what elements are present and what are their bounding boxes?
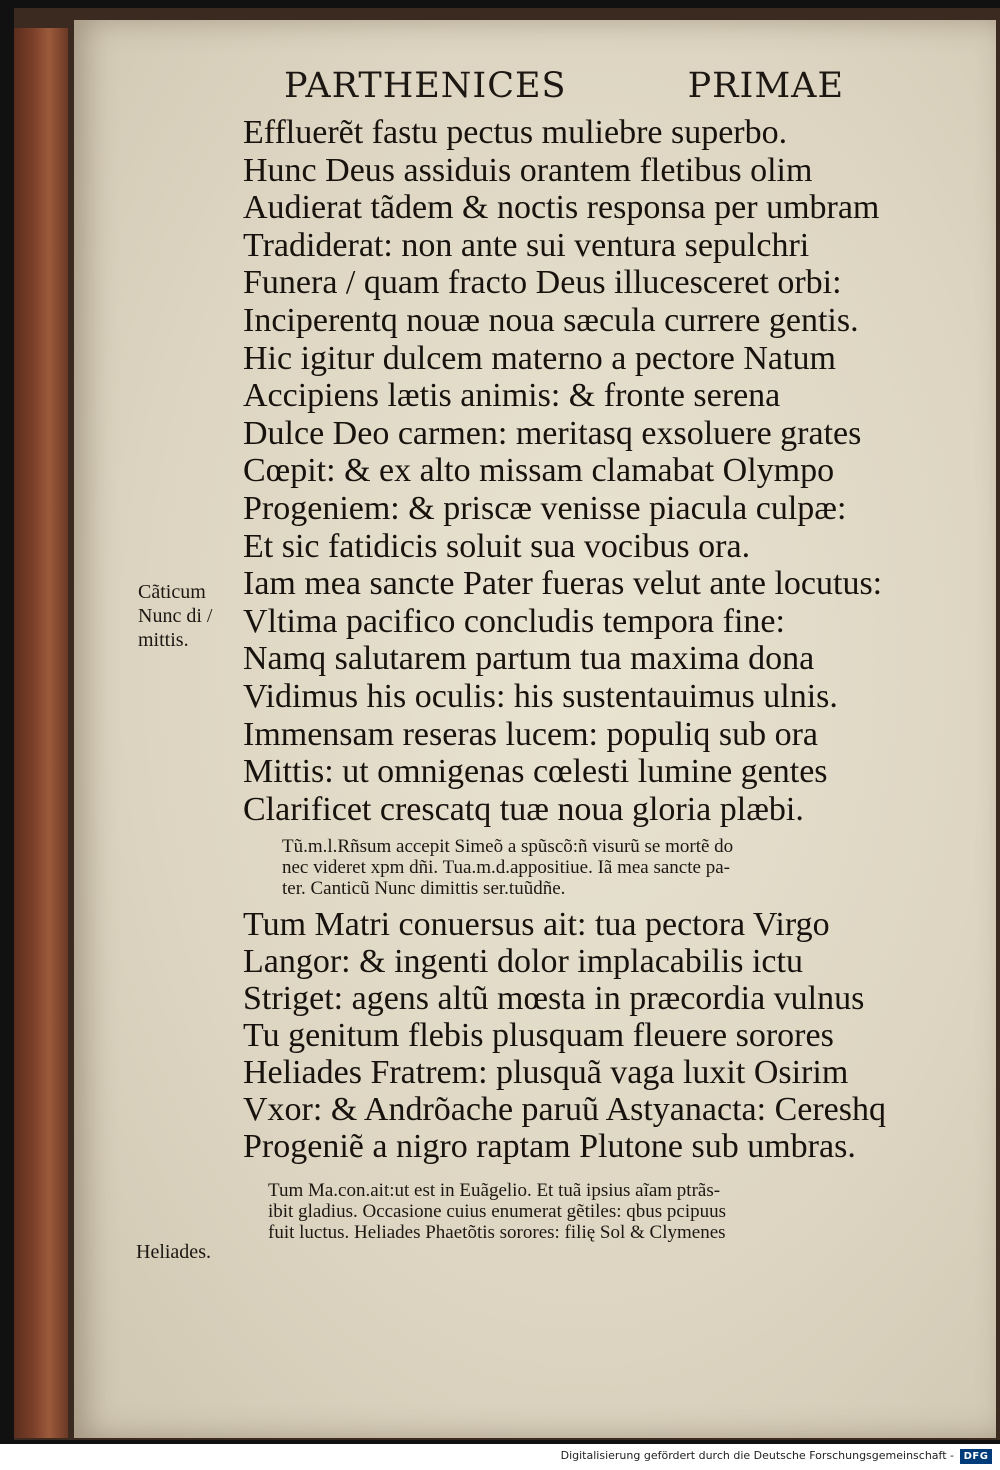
- commentary-line: Tũ.m.l.Rñsum accepit Simeõ a spũscõ:ñ visurũ se mortẽ do: [282, 836, 734, 857]
- verse-line: Tradiderat: non ante sui ventura sepulchri: [243, 226, 810, 264]
- verse-line: Progeniẽ a nigro raptam Plutone sub umbras.: [243, 1128, 856, 1165]
- running-header-right: PRIMAE: [687, 66, 844, 106]
- verse-line: Dulce Deo carmen: meritasq exsoluere grates: [243, 414, 862, 452]
- dfg-logo: DFG: [960, 1449, 992, 1464]
- book-page-edges: [14, 28, 68, 1438]
- verse-line: Funera / quam fracto Deus illucesceret orbi:: [243, 264, 842, 302]
- verse-line: Immensam reseras lucem: populiq sub ora: [243, 715, 819, 753]
- verse-line: Clarificet crescatq tuæ noua gloria plæbi.: [243, 790, 804, 828]
- verse-line: Vxor: & Andrõache paruũ Astyanacta: Cereshq: [243, 1091, 886, 1128]
- verse-line: Accipiens lætis animis: & fronte serena: [243, 377, 781, 415]
- verse-line: Hunc Deus assiduis orantem fletibus olim: [243, 151, 813, 189]
- verse-line: Vltima pacifico concludis tempora fine:: [243, 602, 785, 640]
- verse-line: Effluerẽt fastu pectus muliebre superbo.: [243, 114, 788, 151]
- commentary-line: Tum Ma.con.ait:ut est in Euãgelio. Et tuã ipsius aĩam ptrãs-: [268, 1180, 721, 1201]
- footer-credit: Digitalisierung gefördert durch die Deutsche Forschungsgemeinschaft -: [560, 1449, 954, 1462]
- commentary-block-1: [282, 836, 952, 899]
- verse-line: Namq salutarem partum tua maxima dona: [243, 640, 815, 678]
- commentary-block-2: [268, 1180, 938, 1243]
- commentary-line: fuit luctus. Heliades Phaetõtis sorores: filię Sol & Clymenes: [268, 1222, 726, 1243]
- verse-line: Striget: agens altũ mœsta in præcordia vulnus: [243, 980, 865, 1017]
- verse-line: Vidimus his oculis: his sustentauimus ulnis.: [243, 677, 838, 715]
- verse-line: Et sic fatidicis soluit sua vocibus ora.: [243, 527, 751, 565]
- footer-bar: [0, 1444, 1000, 1470]
- margin-note-line: Cãticum: [138, 581, 206, 603]
- verse-line: Tu genitum flebis plusquam fleuere sorores: [243, 1017, 834, 1054]
- verse-line: Progeniem: & priscæ venisse piacula culpæ:: [243, 489, 847, 527]
- verse-line: Mittis: ut omnigenas cœlesti lumine gentes: [243, 753, 828, 791]
- verse-line: Cœpit: & ex alto missam clamabat Olympo: [243, 452, 835, 490]
- margin-note-line: Nunc di /: [138, 605, 213, 627]
- verse-block-1: [243, 114, 882, 828]
- verse-line: Heliades Fratrem: plusquã vaga luxit Osirim: [243, 1054, 849, 1091]
- margin-note-line: mittis.: [138, 629, 189, 651]
- verse-line: Inciperentq nouæ noua sæcula currere gentis.: [243, 301, 859, 339]
- commentary-line: ibit gladius. Occasione cuius enumerat gẽtiles: qbus pcipuus: [268, 1201, 727, 1222]
- margin-note-heliades: [136, 1240, 211, 1264]
- margin-note-canticum: [138, 580, 212, 652]
- verse-block-2: [243, 906, 886, 1165]
- verse-line: Langor: & ingenti dolor implacabilis ictu: [243, 943, 803, 980]
- verse-line: Iam mea sancte Pater fueras velut ante locutus:: [243, 565, 883, 603]
- running-header: [284, 66, 844, 116]
- commentary-line: nec videret xpm dñi. Tua.m.d.appositiue. Iã mea sancte pa-: [282, 857, 730, 878]
- running-header-left: PARTHENICES: [284, 66, 567, 106]
- verse-line: Tum Matri conuersus ait: tua pectora Virgo: [243, 906, 830, 943]
- margin-note-line: Heliades.: [136, 1241, 211, 1263]
- verse-line: Audierat tãdem & noctis responsa per umbram: [243, 189, 880, 227]
- verse-line: Hic igitur dulcem materno a pectore Natum: [243, 339, 836, 377]
- commentary-line: ter. Canticũ Nunc dimittis ser.tuũdñe.: [282, 878, 566, 899]
